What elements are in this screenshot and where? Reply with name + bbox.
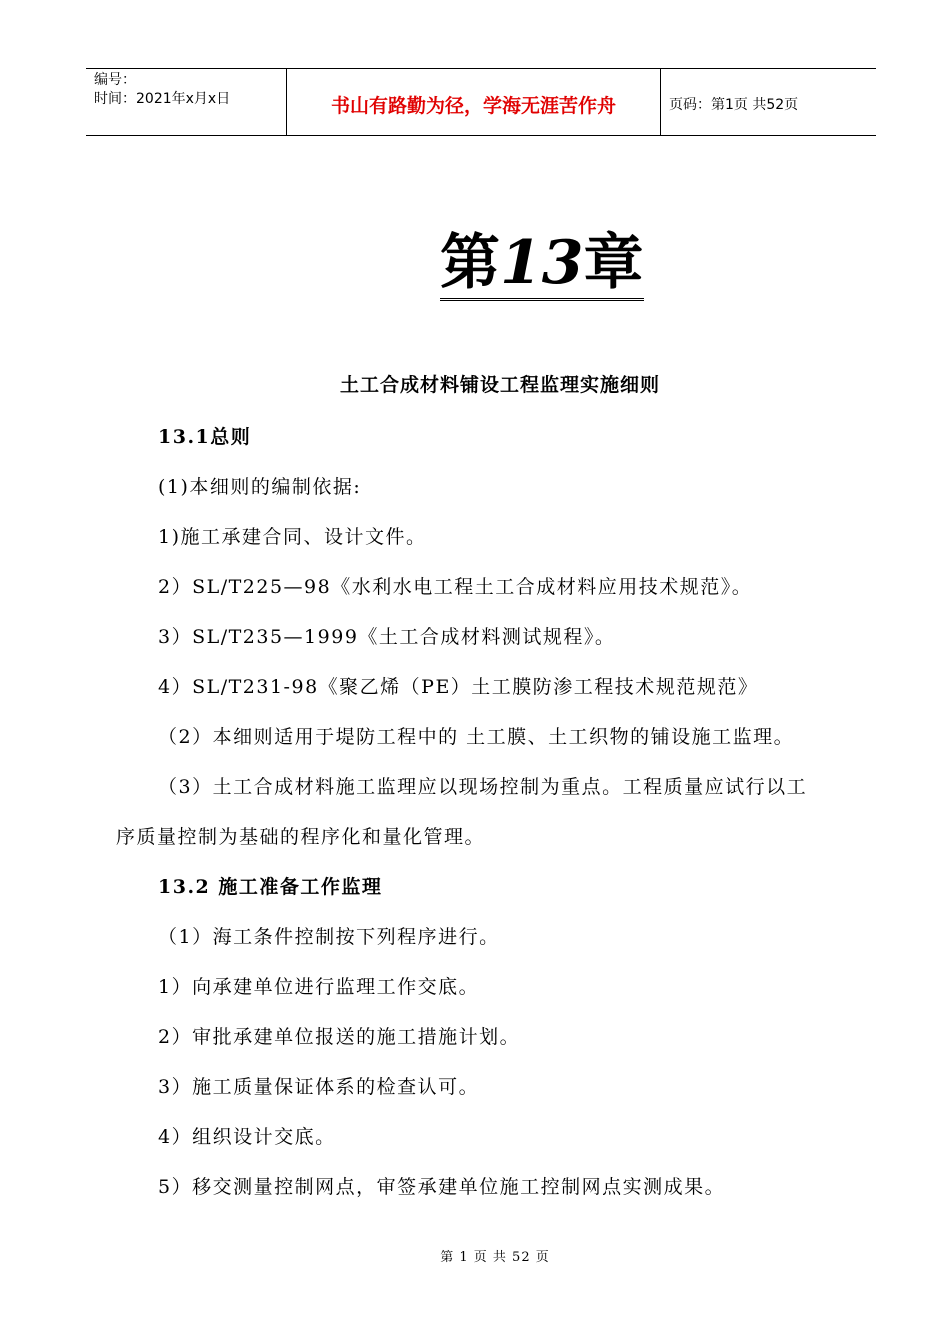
chapter-suffix: 章: [583, 228, 644, 298]
page-footer: 第 1 页 共 52 页: [440, 1250, 550, 1265]
list-item: 1)施工承建合同、设计文件。: [158, 526, 427, 548]
document-title: 土工合成材料铺设工程监理实施细则: [339, 374, 660, 396]
page-header: [86, 68, 876, 136]
list-item: 3）SL/T235—1999《土工合成材料测试规程》。: [158, 626, 616, 648]
chapter-number: 13: [500, 228, 584, 298]
paragraph: （1）海工条件控制按下列程序进行。: [158, 926, 500, 948]
time-label: 时间：2021年x月x日: [94, 91, 231, 107]
section-heading-13-1: 13.1总则: [158, 426, 252, 448]
list-item: 3）施工质量保证体系的检查认可。: [158, 1076, 480, 1098]
list-item: 5）移交测量控制网点，审签承建单位施工控制网点实测成果。: [158, 1176, 726, 1198]
list-item: 4）组织设计交底。: [158, 1126, 336, 1148]
paragraph-continuation: 序质量控制为基础的程序化和量化管理。: [116, 826, 486, 848]
list-item: 2）审批承建单位报送的施工措施计划。: [158, 1026, 521, 1048]
list-item: 1）向承建单位进行监理工作交底。: [158, 976, 480, 998]
chapter-prefix: 第: [440, 228, 500, 298]
paragraph: (1)本细则的编制依据:: [158, 476, 362, 498]
list-item: 2）SL/T225—98《水利水电工程土工合成材料应用技术规范》。: [158, 576, 753, 598]
header-motto: 书山有路勤为径，学海无涯苦作舟: [287, 69, 661, 135]
paragraph: （2）本细则适用于堤防工程中的 土工膜、土工织物的铺设施工监理。: [158, 726, 795, 748]
number-label: 编号：: [94, 72, 136, 88]
header-page-info: 页码：第1页 共52页: [669, 97, 799, 113]
list-item: 4）SL/T231-98《聚乙烯（PE）土工膜防渗工程技术规范规范》: [158, 676, 759, 698]
chapter-heading: [440, 228, 644, 301]
section-heading-13-2: 13.2 施工准备工作监理: [158, 876, 383, 898]
header-meta: [86, 69, 287, 135]
paragraph: （3）土工合成材料施工监理应以现场控制为重点。工程质量应试行以工: [158, 776, 808, 798]
